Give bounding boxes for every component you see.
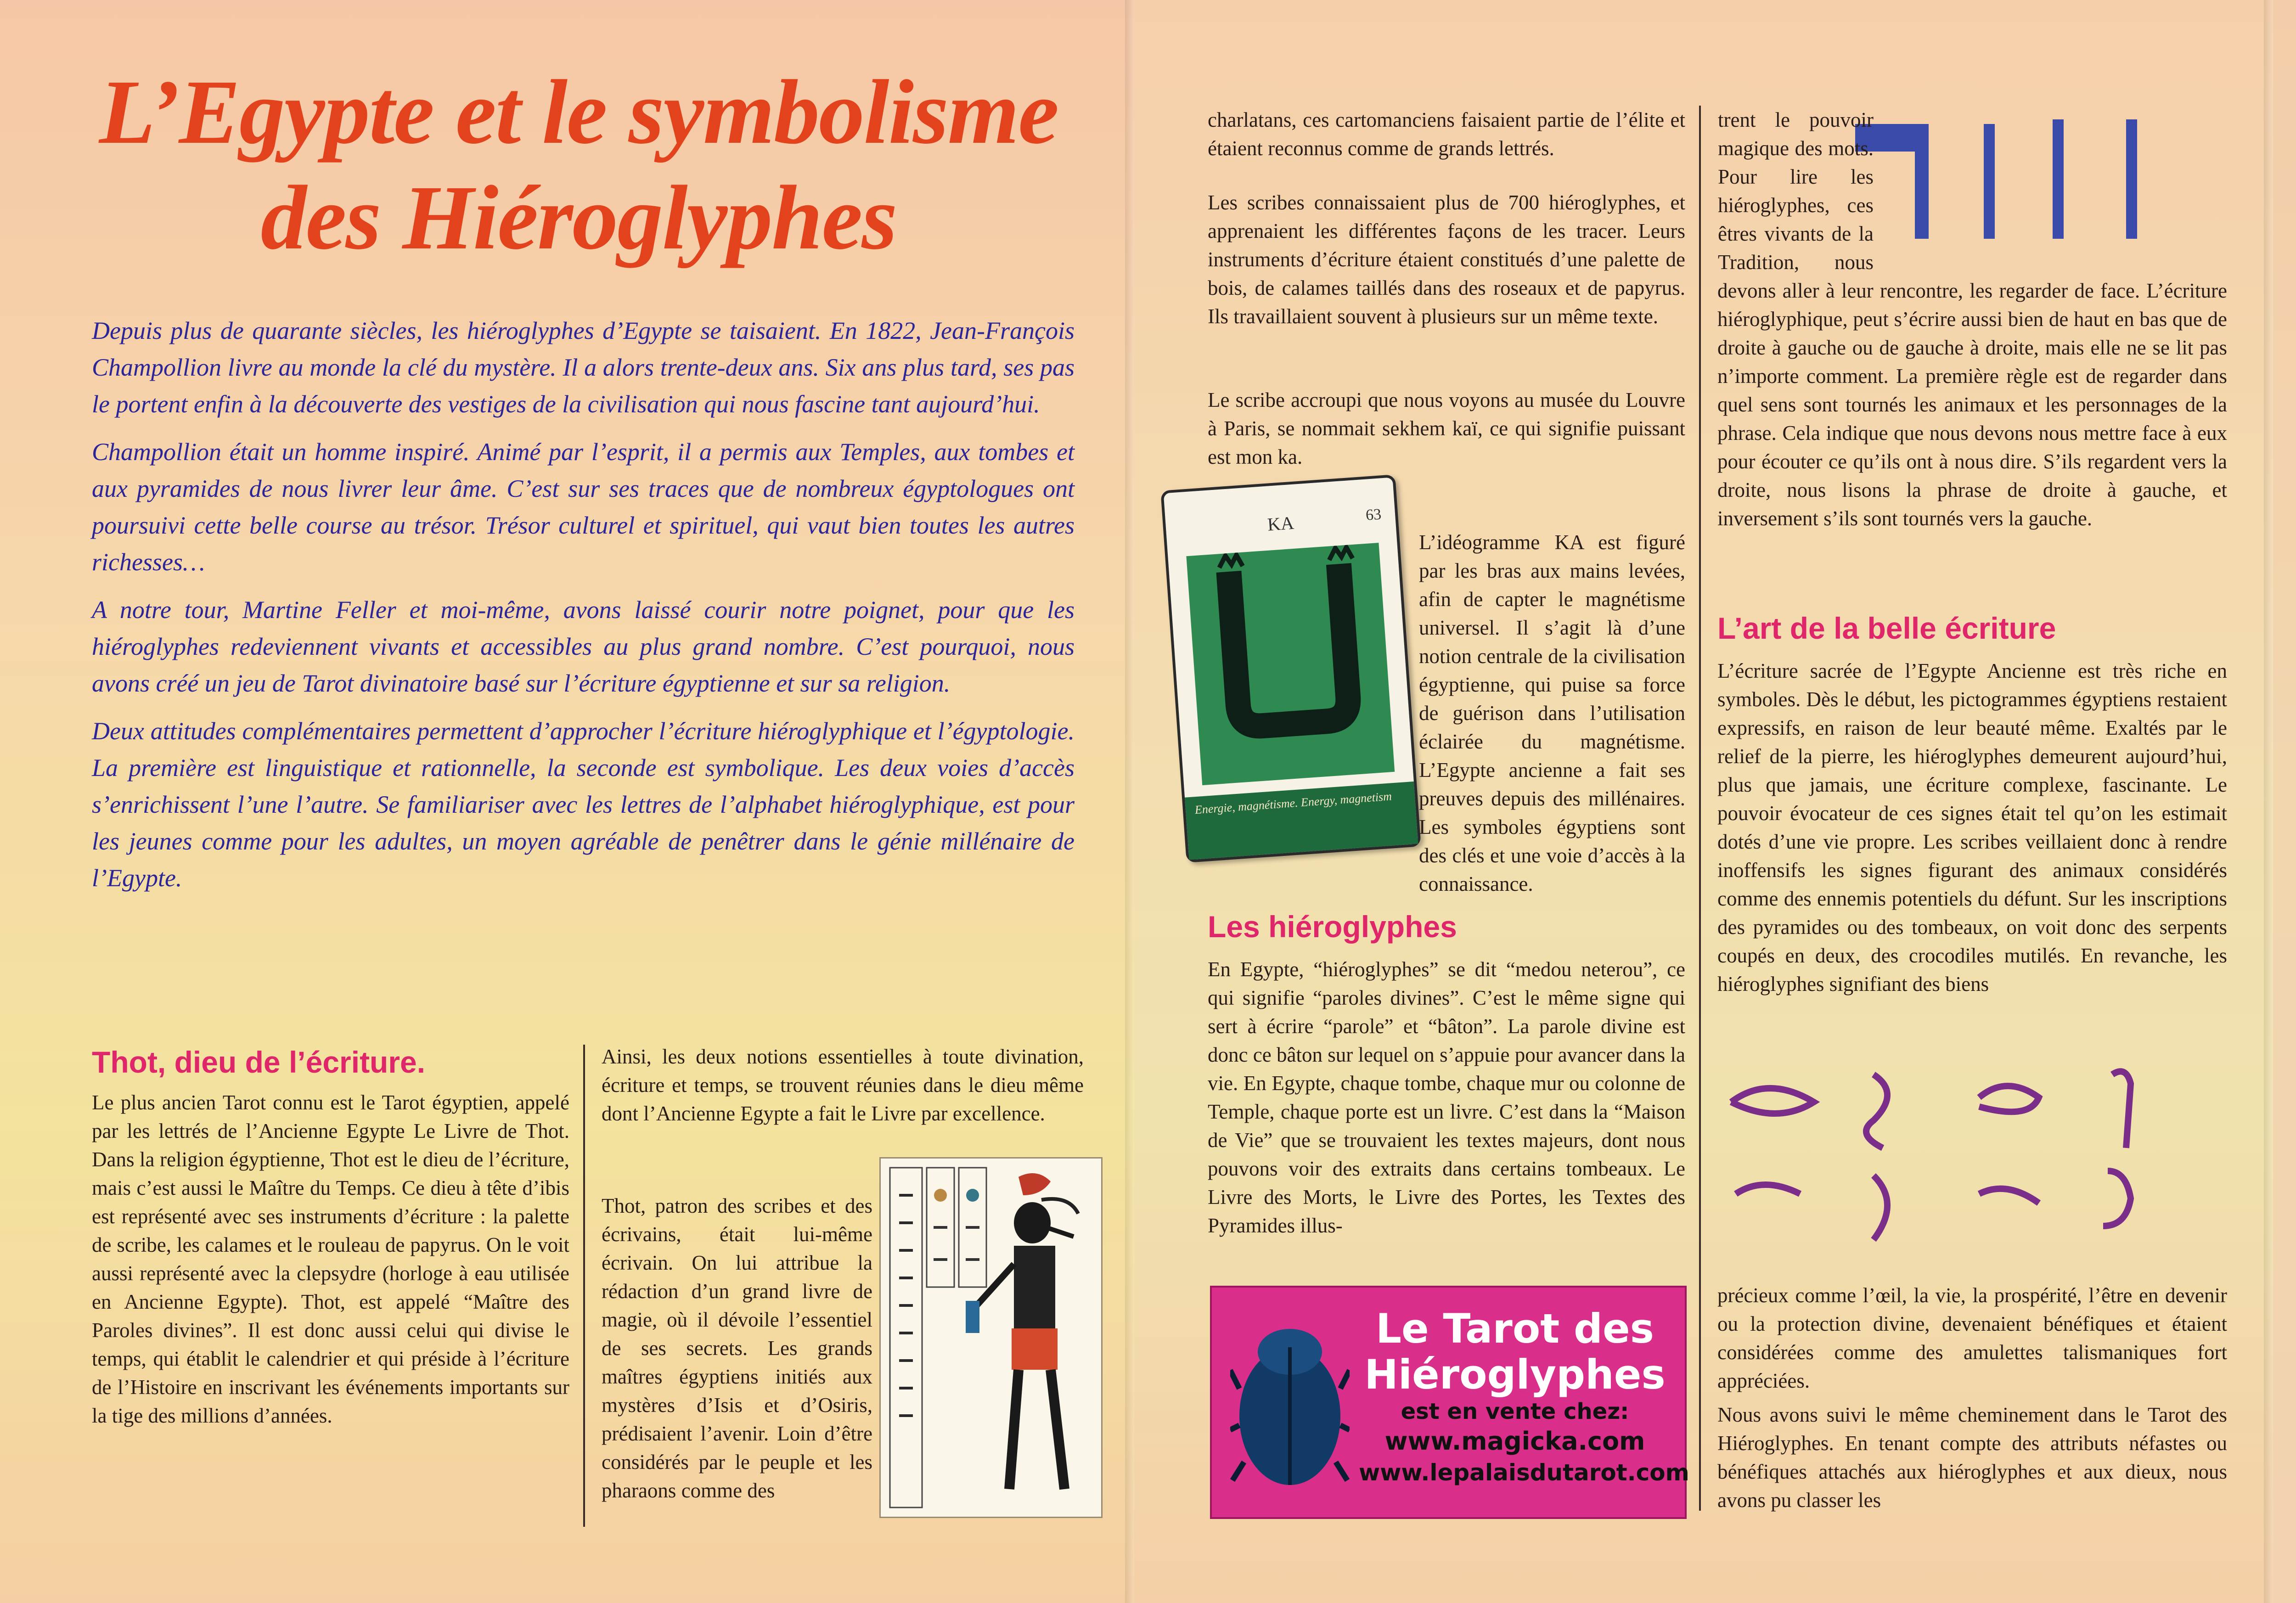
lecture-text [1717,106,2227,533]
ka-card-caption: Energie, magnétisme. Energy, magnetism [1185,782,1418,860]
page-left [0,0,1134,1603]
ka-card-label: KA [1266,512,1295,535]
scribes-p3: Le scribe accroupi que nous voyons au musée du Louvre à Paris, se nommait sekhem kaï, ce qui signifie puissant est mon ka. [1208,388,1685,468]
page-right [2273,0,2296,1603]
animal-hieroglyphs [1722,1056,2223,1254]
column-rule [1699,106,1701,1511]
hieroglyphes-heading: Les hiéroglyphes [1208,910,1457,944]
animals-icon [1722,1056,2223,1254]
tarot-advertisement [1210,1286,1687,1519]
thot-column-2b: Thot, patron des scribes et des écrivains, était lui-même écrivain. On lui attribue la rédaction d’un grand livre de magie, où il dévoile l’essentiel de ses secrets. Les grands maîtres égyptiens initiés aux mystères d’Isis et d’Osiris, prédisaient l’avenir. Loin d’être considérés par le peuple et les pharaons comme des [602,1194,872,1502]
thot-figure-icon [881,1159,1101,1517]
scribes-p4: L’idéogramme KA est figuré par les bras aux mains levées, afin de capter le magnétisme universel. Il s’agit là d’une notion centrale de la civilisation égyptienne, qui puise sa force de guérison dans l’utilisation éclairée du magnétisme. L’Egypte ancienne a fait ses preuves depuis des millénaires. Les symboles égyptiens sont des clés et une voie d’accès à la connaissance. [1419,531,1685,895]
intro-text [92,312,1075,907]
ka-arms-icon [1186,543,1395,785]
thot-heading: Thot, dieu de l’écriture. [92,1045,426,1079]
intro-paragraph: Depuis plus de quarante siècles, les hiéroglyphes d’Egypte se taisaient. En 1822, Jean-François Champollion livre au monde la clé du mystère. Il a alors trente-deux ans. Six ans plus tard, ses pas le portent enfin à la découverte des vestiges de la civilisation qui nous fascine tant aujourd’hui. [92,317,1075,418]
column-rule [583,1045,585,1527]
scribes-p2: Les scribes connaissaient plus de 700 hiéroglyphes, et apprenaient les différentes façons de les tracer. Leurs instruments d’écriture étaient constitués d’une palette de bois, de calames taillés dans des roseaux et de papyrus. Ils travaillaient souvent à plusieurs sur un même texte. [1208,191,1685,328]
page-middle [1134,0,2273,1603]
intro-paragraph: Champollion était un homme inspiré. Animé par l’esprit, il a permis aux Temples, aux tombes et aux pyramides de nous livrer leur âme. C’est sur ses traces que de nombreux égyptologues ont poursuivi cette belle course au trésor. Trésor culturel et spirituel, qui vaut bien toutes les autres richesses… [92,438,1075,576]
scribes-p1: charlatans, ces cartomanciens faisaient partie de l’élite et étaient reconnus comme de grands lettrés. [1208,108,1685,160]
hieroglyphes-text: En Egypte, “hiéroglyphes” se dit “medou neterou”, ce qui signifie “paroles divines”. C’est le même signe qui sert à écrire “parole” et “bâton”. La parole divine est donc ce bâton sur lequel on s’appuie pour avancer dans la vie. En Egypte, chaque tombe, chaque mur ou colonne de Temple, chaque porte est un livre. C’est dans la “Maison de Vie” que se trouvaient les textes majeurs, dont nous pouvons voir des extraits dans certains tombeaux. Le Livre des Morts, le Livre des Portes, les Textes des Pyramides illus- [1208,958,1685,1237]
ad-title-1: Le Tarot des [1375,1305,1654,1352]
ka-tarot-card [1160,474,1421,863]
thot-illustration [879,1157,1103,1518]
ad-url-magicka[interactable]: www.magicka.com [1384,1427,1645,1456]
art-text: L’écriture sacrée de l’Egypte Ancienne est très riche en symboles. Dès le début, les pictogrammes égyptiens restaient expressifs, en raison de leur beauté même. Exaltés par le relief de la pierre, les hiéroglyphes demeurent aujourd’hui, plus que jamais, une écriture complexe, fascinante. Le pouvoir évocateur de ces signes était tel qu’on les estimait dotés d’une vie propre. Les scribes veillaient donc à rendre inoffensifs les signes figurant des animaux considérés comme des ennemis potentiels du défunt. Sur les inscriptions des pyramides ou des tombeaux, on voit donc des serpents coupés en deux, des crocodiles mutilés. En revanche, les hiéroglyphes signifiant des biens [1717,659,2227,996]
lecture-paragraph: trent le pouvoir magique des mots. Pour lire les hiéroglyphes, ces êtres vivants de la Tradition, nous devons aller à leur rencontre, les regarder de face. L’écriture hiéroglyphique, peut s’écrire aussi bien de haut en bas que de droite à gauche ou de gauche à droite, mais elle ne se lit pas n’importe comment. La première règle est de regarder dans quel sens sont tournés les animaux et les personnages de la phrase. Cela indique que nous devons nous mettre face à eux pour écouter ce qu’ils ont à nous dire. S’ils regardent vers la droite, nous lisons la phrase de droite à gauche, et inversement s’ils sont tournés vers la gauche. [1717,108,2227,530]
intro-paragraph: Deux attitudes complémentaires permettent d’approcher l’écriture hiéroglyphique et l’égyptologie. La première est linguistique et rationnelle, la seconde est symbolique. Les deux voies d’accès s’enrichissent l’une l’autre. Se familiariser avec les lettres de l’alphabet hiéroglyphique, est pour les jeunes comme pour les adultes, un moyen agréable de penêtrer dans le génie millénaire de l’Egypte. [92,717,1075,892]
main-title: L’Egypte et le symbolisme des Hiéroglyphes [99,62,1058,269]
ad-subtitle: est en vente chez: [1401,1399,1629,1424]
advertisement-text [1359,1305,1689,1488]
thot-column-1: Le plus ancien Tarot connu est le Tarot égyptien, appelé par les lettrés de l’Ancienne Egypte Le Livre de Thot. Dans la religion égyptienne, Thot est le dieu de l’écriture, mais c’est aussi le Maître du Temps. Ce dieu à tête d’ibis est représenté avec ses instruments d’écriture : la palette de scribe, les calames et le rouleau de papyrus. On le voit aussi représenté avec la clepsydre (horloge à eau utilisée en Ancienne Egypte). Thot, est appelé “Maître des Paroles divines”. Il est donc aussi celui qui divise le temps, qui établit le calendrier et qui préside à l’écriture de l’Histoire en inscrivant les événements importants sur la tige des millions d’années. [92,1091,569,1427]
intro-paragraph: A notre tour, Martine Feller et moi-même, avons laissé courir notre poignet, pour que les hiéroglyphes redeviennent vivants et accessibles au plus grand nombre. C’est pourquoi, nous avons créé un jeu de Tarot divinatoire basé sur l’écriture égyptienne et sur sa religion. [92,596,1075,697]
thot-column-2a: Ainsi, les deux notions essentielles à toute divination, écriture et temps, se trouvent réunies dans le dieu même dont l’Ancienne Egypte a fait le Livre par excellence. [602,1045,1084,1125]
ad-url-palais[interactable]: www.lepalaisdutarot.com [1359,1459,1689,1486]
art-text-3: Nous avons suivi le même cheminement dans le Tarot des Hiéroglyphes. En tenant compte des attributs néfastes ou bénéfiques attachés aux hiéroglyphes et aux dieux, nous avons pu classer les [1717,1403,2227,1512]
scarab-icon [1230,1306,1350,1499]
ka-card-art [1186,543,1395,785]
art-text-2: précieux comme l’œil, la vie, la prospérité, l’être en devenir ou la protection divine, devenaient bénéfiques et étaient considérées comme des amulettes talismaniques fort appréciées. [1717,1284,2227,1392]
ka-card-number: 63 [1365,506,1382,524]
ad-title-2: Hiéroglyphes [1364,1351,1666,1398]
art-heading: L’art de la belle écriture [1717,611,2056,645]
